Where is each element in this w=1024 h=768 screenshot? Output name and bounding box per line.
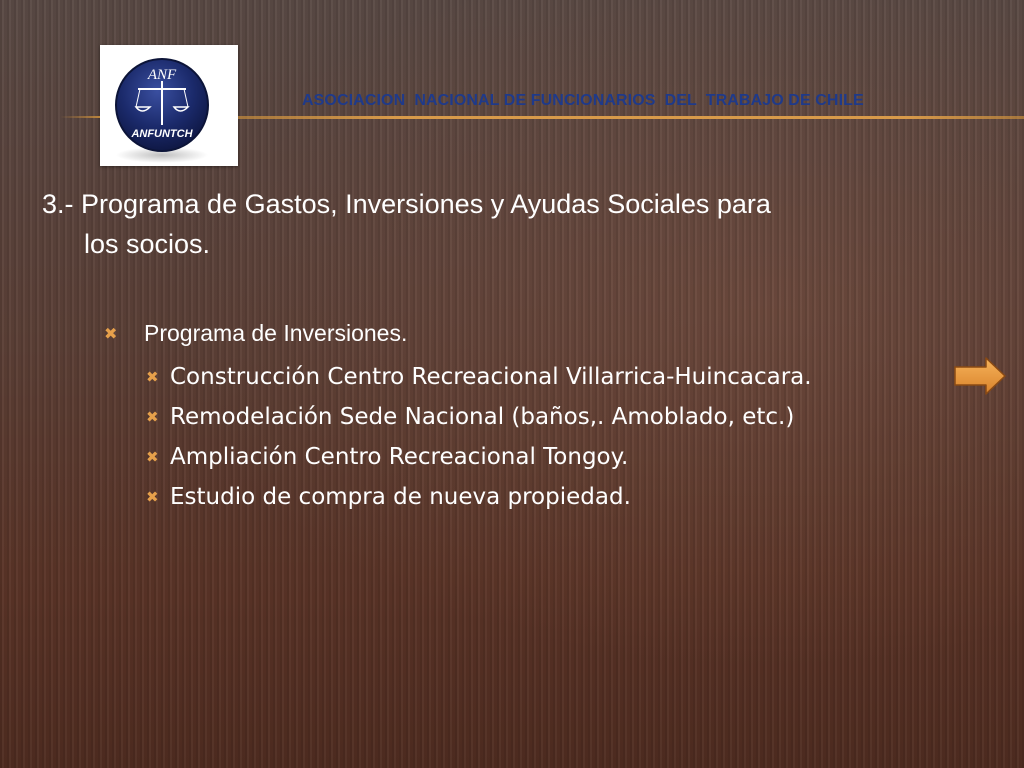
slide-heading-line1: 3.- Programa de Gastos, Inversiones y Ayudas Sociales para bbox=[42, 189, 771, 219]
x-bullet-icon: ✖ bbox=[146, 488, 159, 506]
next-slide-button[interactable] bbox=[952, 355, 1008, 397]
svg-text:ANF: ANF bbox=[147, 67, 177, 83]
slide-heading-line2: los socios. bbox=[84, 229, 211, 259]
svg-text:ANFUNTCH: ANFUNTCH bbox=[131, 128, 193, 140]
header-divider-left bbox=[60, 116, 100, 118]
slide-heading bbox=[42, 184, 922, 264]
org-logo bbox=[100, 45, 238, 166]
section-title: Programa de Inversiones. bbox=[144, 320, 408, 346]
list-item bbox=[146, 444, 628, 470]
list-item-text: Construcción Centro Recreacional Villarrica-Huincacara. bbox=[170, 364, 812, 390]
x-bullet-icon: ✖ bbox=[146, 368, 159, 386]
x-bullet-icon: ✖ bbox=[104, 325, 118, 343]
organization-title: ASOCIACION NACIONAL DE FUNCIONARIOS DEL TRABAJO DE CHILE bbox=[302, 92, 864, 109]
list-item bbox=[146, 404, 794, 430]
x-bullet-icon: ✖ bbox=[146, 448, 159, 466]
right-arrow-icon bbox=[952, 355, 1008, 397]
list-item bbox=[146, 484, 631, 510]
list-item bbox=[146, 364, 812, 390]
section-bullet bbox=[104, 320, 407, 347]
header-divider bbox=[238, 116, 1024, 119]
x-bullet-icon: ✖ bbox=[146, 408, 159, 426]
anfuntch-logo-icon bbox=[100, 45, 238, 166]
list-item-text: Remodelación Sede Nacional (baños,. Amoblado, etc.) bbox=[170, 404, 795, 430]
list-item-text: Ampliación Centro Recreacional Tongoy. bbox=[170, 444, 629, 470]
list-item-text: Estudio de compra de nueva propiedad. bbox=[170, 484, 631, 510]
